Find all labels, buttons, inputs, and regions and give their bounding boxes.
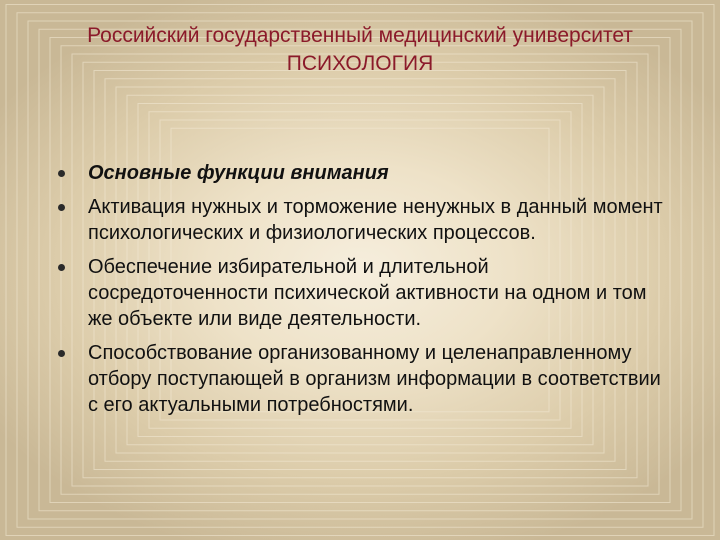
bullet-icon [58,264,65,271]
bullet-icon [58,204,65,211]
bullet-item-selectivity [58,254,668,332]
bullet-item-organization [58,340,668,418]
bullet-list [58,160,668,426]
bullet-text: Способствование организованному и целенаправленному отбору поступающей в организм информации в соответствии с его актуальными потребностями. [88,342,661,416]
bullet-icon [58,170,65,177]
title-subject: ПСИХОЛОГИЯ [286,52,434,75]
bullet-item-heading [58,160,668,186]
bullet-icon [58,350,65,357]
slide-title [0,22,720,78]
bullet-item-activation [58,194,668,246]
title-university: Российский государственный медицинский университет [87,24,633,47]
bullet-text: Основные функции внимания [88,162,389,184]
bullet-text: Активация нужных и торможение ненужных в данный момент психологических и физиологических процессов. [88,196,663,244]
bullet-text: Обеспечение избирательной и длительной сосредоточенности психической активности на одном и том же объекте или виде деятельности. [88,256,647,330]
